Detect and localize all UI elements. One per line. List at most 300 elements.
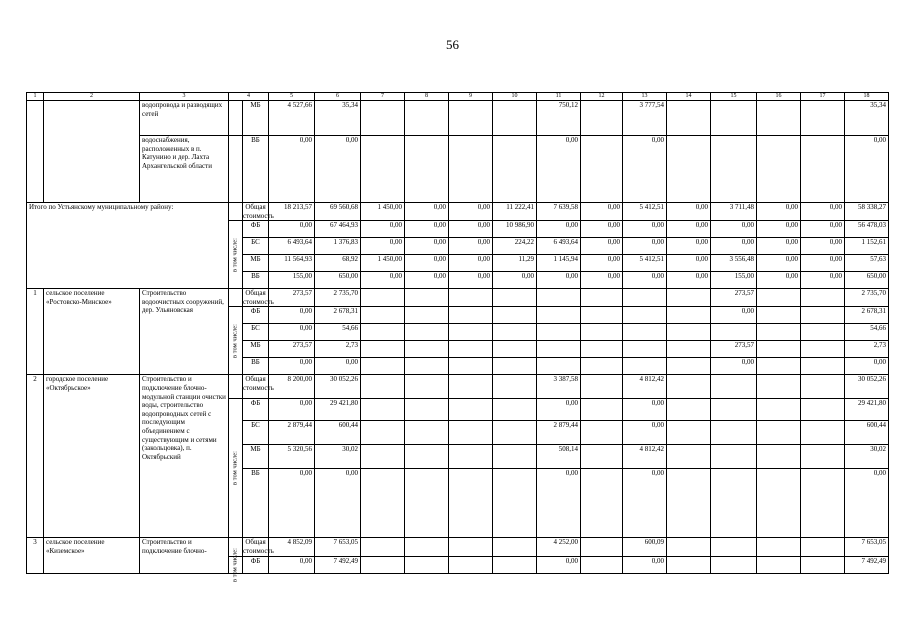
- value-cell: [493, 421, 537, 445]
- value-cell: 0,00: [757, 221, 801, 238]
- value-cell: [449, 307, 493, 324]
- value-cell: [757, 307, 801, 324]
- value-cell: 0,00: [269, 556, 315, 573]
- value-cell: 56 478,03: [845, 221, 889, 238]
- value-cell: 7 653,05: [315, 538, 361, 556]
- value-cell: 0,00: [801, 203, 845, 221]
- column-header: 9: [449, 93, 493, 101]
- value-cell: [405, 556, 449, 573]
- value-cell: 0,00: [667, 221, 711, 238]
- value-cell: 3 711,48: [711, 203, 757, 221]
- table-row: [27, 538, 889, 556]
- table-row: [27, 375, 889, 399]
- value-cell: [667, 445, 711, 469]
- value-cell: [757, 445, 801, 469]
- value-cell: [405, 445, 449, 469]
- value-cell: 5 412,51: [623, 203, 667, 221]
- table-row: [27, 136, 889, 203]
- value-cell: [667, 538, 711, 556]
- value-cell: [581, 136, 623, 203]
- value-cell: [449, 375, 493, 399]
- value-cell: 18 213,57: [269, 203, 315, 221]
- source-label: ВБ: [243, 469, 269, 538]
- value-cell: 0,00: [757, 272, 801, 289]
- value-cell: [493, 324, 537, 341]
- value-cell: [801, 399, 845, 421]
- value-cell: 1 376,83: [315, 238, 361, 255]
- value-cell: 11,29: [493, 255, 537, 272]
- source-label: ВБ: [243, 136, 269, 203]
- value-cell: 0,00: [581, 221, 623, 238]
- value-cell: [801, 307, 845, 324]
- value-cell: [493, 445, 537, 469]
- value-cell: [667, 556, 711, 573]
- value-cell: 0,00: [449, 203, 493, 221]
- value-cell: 650,00: [315, 272, 361, 289]
- value-cell: [493, 289, 537, 307]
- value-cell: [449, 324, 493, 341]
- value-cell: 273,57: [711, 341, 757, 358]
- value-cell: [801, 358, 845, 375]
- value-cell: [801, 375, 845, 399]
- value-cell: 0,00: [405, 203, 449, 221]
- page-number: 56: [446, 37, 459, 52]
- num-cell: [27, 101, 44, 203]
- value-cell: 10 986,90: [493, 221, 537, 238]
- table-row: [27, 289, 889, 307]
- value-cell: 0,00: [269, 399, 315, 421]
- value-cell: 0,00: [269, 324, 315, 341]
- value-cell: 1 450,00: [361, 203, 405, 221]
- value-cell: 0,00: [711, 307, 757, 324]
- source-label: БС: [243, 324, 269, 341]
- source-label: БС: [243, 238, 269, 255]
- value-cell: [711, 375, 757, 399]
- value-cell: [667, 289, 711, 307]
- value-cell: 0,00: [405, 238, 449, 255]
- value-cell: 4 852,09: [269, 538, 315, 556]
- source-label: Общая стоимость: [243, 289, 274, 306]
- value-cell: 750,12: [537, 101, 581, 136]
- value-cell: 2 735,70: [315, 289, 361, 307]
- value-cell: 5 412,51: [623, 255, 667, 272]
- value-cell: [581, 307, 623, 324]
- value-cell: [757, 341, 801, 358]
- value-cell: [667, 469, 711, 538]
- value-cell: [405, 375, 449, 399]
- value-cell: 0,00: [315, 358, 361, 375]
- value-cell: 0,00: [757, 238, 801, 255]
- value-cell: 1 145,94: [537, 255, 581, 272]
- column-header: 18: [845, 93, 889, 101]
- value-cell: 2 879,44: [269, 421, 315, 445]
- value-cell: [623, 289, 667, 307]
- including-text: в том числе:: [231, 451, 239, 486]
- value-cell: 155,00: [711, 272, 757, 289]
- value-cell: 0,00: [581, 255, 623, 272]
- value-cell: 0,00: [449, 238, 493, 255]
- value-cell: 7 492,49: [845, 556, 889, 573]
- value-cell: [757, 556, 801, 573]
- value-cell: [405, 341, 449, 358]
- value-cell: [757, 399, 801, 421]
- value-cell: [581, 421, 623, 445]
- value-cell: [361, 289, 405, 307]
- value-cell: 7 492,49: [315, 556, 361, 573]
- column-header: 2: [44, 93, 140, 101]
- table-row: [27, 203, 889, 221]
- including-label: [229, 307, 243, 375]
- value-cell: [493, 358, 537, 375]
- column-header: 6: [315, 93, 361, 101]
- value-cell: [537, 307, 581, 324]
- value-cell: 4 252,00: [537, 538, 581, 556]
- source-label: МБ: [243, 101, 269, 136]
- value-cell: [449, 289, 493, 307]
- settlement-cell: сельское поселение «Ростовско-Минское»: [44, 289, 140, 375]
- value-cell: 0,00: [623, 136, 667, 203]
- value-cell: [581, 556, 623, 573]
- value-cell: [449, 421, 493, 445]
- value-cell: [667, 341, 711, 358]
- value-cell: [361, 136, 405, 203]
- value-cell: [711, 445, 757, 469]
- value-cell: [449, 136, 493, 203]
- project-cell: Строительство водоочистных сооружений, дер. Ульяновская: [140, 289, 229, 375]
- value-cell: [711, 556, 757, 573]
- value-cell: [449, 341, 493, 358]
- value-cell: 58 338,27: [845, 203, 889, 221]
- value-cell: 0,00: [405, 272, 449, 289]
- value-cell: 6 493,64: [269, 238, 315, 255]
- value-cell: [801, 101, 845, 136]
- row-number: 3: [27, 538, 44, 573]
- source-label: ВБ: [243, 358, 269, 375]
- value-cell: [667, 101, 711, 136]
- settlement-cell: сельское поселение «Киземское»: [44, 538, 140, 573]
- column-header: 12: [581, 93, 623, 101]
- value-cell: 4 812,42: [623, 375, 667, 399]
- value-cell: [757, 101, 801, 136]
- value-cell: [405, 324, 449, 341]
- value-cell: [757, 469, 801, 538]
- column-header: 14: [667, 93, 711, 101]
- value-cell: [361, 375, 405, 399]
- value-cell: 0,00: [269, 307, 315, 324]
- value-cell: [493, 556, 537, 573]
- value-cell: [801, 289, 845, 307]
- including-label: [229, 399, 243, 538]
- value-cell: [801, 136, 845, 203]
- value-cell: [801, 445, 845, 469]
- column-header: 15: [711, 93, 757, 101]
- value-cell: [801, 556, 845, 573]
- value-cell: 273,57: [711, 289, 757, 307]
- value-cell: 0,00: [581, 203, 623, 221]
- value-cell: [801, 538, 845, 556]
- value-cell: 0,00: [623, 272, 667, 289]
- value-cell: 7 653,05: [845, 538, 889, 556]
- value-cell: 0,00: [757, 203, 801, 221]
- value-cell: [405, 399, 449, 421]
- value-cell: [537, 341, 581, 358]
- value-cell: 68,92: [315, 255, 361, 272]
- value-cell: 2 678,31: [845, 307, 889, 324]
- source-label: Общая стоимость: [243, 203, 274, 220]
- value-cell: [757, 358, 801, 375]
- value-cell: 0,00: [757, 255, 801, 272]
- source-label: БС: [243, 421, 269, 445]
- value-cell: [711, 469, 757, 538]
- value-cell: [581, 469, 623, 538]
- value-cell: [581, 289, 623, 307]
- value-cell: 0,00: [623, 399, 667, 421]
- including-label: [229, 221, 243, 289]
- value-cell: 57,63: [845, 255, 889, 272]
- value-cell: [623, 358, 667, 375]
- value-cell: 600,44: [315, 421, 361, 445]
- value-cell: 0,00: [845, 469, 889, 538]
- value-cell: 0,00: [315, 136, 361, 203]
- value-cell: 54,66: [845, 324, 889, 341]
- value-cell: 0,00: [801, 255, 845, 272]
- value-cell: [361, 556, 405, 573]
- value-cell: [405, 307, 449, 324]
- value-cell: [493, 399, 537, 421]
- value-cell: 0,00: [269, 469, 315, 538]
- value-cell: 2,73: [845, 341, 889, 358]
- column-header: 5: [269, 93, 315, 101]
- value-cell: 0,00: [667, 238, 711, 255]
- value-cell: [667, 324, 711, 341]
- value-cell: 3 556,48: [711, 255, 757, 272]
- column-header: 3: [140, 93, 229, 101]
- value-cell: 0,00: [493, 272, 537, 289]
- value-cell: [757, 324, 801, 341]
- value-cell: [581, 399, 623, 421]
- budget-table: [26, 92, 889, 582]
- value-cell: [493, 375, 537, 399]
- value-cell: [361, 101, 405, 136]
- value-cell: 1 450,00: [361, 255, 405, 272]
- project-cell: Строительство и подключение блочно-модульной станции очистки воды, строительство водопроводных сетей с последующим объединением с существующим и сетями (закольцовка), п. Октябрьский: [140, 375, 229, 538]
- value-cell: [581, 324, 623, 341]
- value-cell: 7 639,58: [537, 203, 581, 221]
- value-cell: 273,57: [269, 341, 315, 358]
- value-cell: 0,00: [623, 469, 667, 538]
- value-cell: 2,73: [315, 341, 361, 358]
- source-label: МБ: [243, 445, 269, 469]
- value-cell: [361, 538, 405, 556]
- value-cell: [537, 289, 581, 307]
- value-cell: 0,00: [801, 238, 845, 255]
- value-cell: 35,34: [315, 101, 361, 136]
- including-label: [229, 547, 243, 582]
- value-cell: 155,00: [269, 272, 315, 289]
- value-cell: 3 777,54: [623, 101, 667, 136]
- value-cell: 4 527,66: [269, 101, 315, 136]
- value-cell: 0,00: [537, 556, 581, 573]
- project-cell: Строительство и подключение блочно-: [140, 538, 229, 573]
- source-label: ФБ: [243, 556, 269, 573]
- value-cell: 0,00: [269, 358, 315, 375]
- value-cell: 5 320,56: [269, 445, 315, 469]
- including-text: в том числе:: [231, 547, 239, 582]
- value-cell: 0,00: [623, 556, 667, 573]
- value-cell: [623, 324, 667, 341]
- table-row: [27, 101, 889, 136]
- value-cell: 11 222,41: [493, 203, 537, 221]
- column-header: 16: [757, 93, 801, 101]
- value-cell: [581, 101, 623, 136]
- value-cell: 67 464,93: [315, 221, 361, 238]
- value-cell: 0,00: [623, 421, 667, 445]
- value-cell: [361, 399, 405, 421]
- value-cell: [361, 341, 405, 358]
- value-cell: [493, 101, 537, 136]
- value-cell: [581, 341, 623, 358]
- value-cell: 30 052,26: [315, 375, 361, 399]
- value-cell: [801, 324, 845, 341]
- value-cell: 3 387,58: [537, 375, 581, 399]
- value-cell: 0,00: [623, 221, 667, 238]
- value-cell: 4 812,42: [623, 445, 667, 469]
- value-cell: [711, 136, 757, 203]
- value-cell: [667, 399, 711, 421]
- summary-label: Итого по Устьянскому муниципальному району:: [27, 203, 229, 289]
- value-cell: [361, 469, 405, 538]
- value-cell: 0,00: [449, 272, 493, 289]
- settlement-cell: [44, 101, 140, 203]
- value-cell: 0,00: [581, 238, 623, 255]
- value-cell: [449, 556, 493, 573]
- value-cell: [493, 341, 537, 358]
- value-cell: 8 200,00: [269, 375, 315, 399]
- value-cell: 0,00: [537, 136, 581, 203]
- value-cell: 600,44: [845, 421, 889, 445]
- value-cell: 0,00: [711, 221, 757, 238]
- value-cell: [667, 136, 711, 203]
- source-label: МБ: [243, 255, 269, 272]
- value-cell: 273,57: [269, 289, 315, 307]
- value-cell: 30,02: [845, 445, 889, 469]
- value-cell: 0,00: [269, 221, 315, 238]
- value-cell: [667, 375, 711, 399]
- value-cell: [405, 101, 449, 136]
- value-cell: 0,00: [667, 272, 711, 289]
- value-cell: [581, 445, 623, 469]
- value-cell: [449, 101, 493, 136]
- value-cell: [801, 341, 845, 358]
- value-cell: 0,00: [361, 221, 405, 238]
- value-cell: [361, 324, 405, 341]
- value-cell: [493, 469, 537, 538]
- header-row: [27, 93, 889, 101]
- value-cell: 0,00: [537, 272, 581, 289]
- value-cell: 35,34: [845, 101, 889, 136]
- column-header: 13: [623, 93, 667, 101]
- value-cell: [581, 375, 623, 399]
- value-cell: [361, 445, 405, 469]
- value-cell: 0,00: [361, 238, 405, 255]
- value-cell: [711, 399, 757, 421]
- source-label: ВБ: [243, 272, 269, 289]
- value-cell: 0,00: [269, 136, 315, 203]
- project-cell: водопровода и разводящих сетей: [140, 101, 229, 136]
- value-cell: 6 493,64: [537, 238, 581, 255]
- value-cell: [757, 289, 801, 307]
- value-cell: [801, 469, 845, 538]
- value-cell: [405, 289, 449, 307]
- column-header: 7: [361, 93, 405, 101]
- value-cell: [449, 538, 493, 556]
- blank-cell: [229, 203, 243, 221]
- value-cell: 54,66: [315, 324, 361, 341]
- value-cell: 0,00: [581, 272, 623, 289]
- column-header: 17: [801, 93, 845, 101]
- blank-cell: [229, 289, 243, 307]
- value-cell: 224,22: [493, 238, 537, 255]
- source-label: ФБ: [243, 399, 269, 421]
- including-text: в том числе:: [231, 323, 239, 358]
- value-cell: 650,00: [845, 272, 889, 289]
- value-cell: [405, 421, 449, 445]
- value-cell: 0,00: [449, 255, 493, 272]
- column-header: 8: [405, 93, 449, 101]
- value-cell: 1 152,61: [845, 238, 889, 255]
- value-cell: 11 564,93: [269, 255, 315, 272]
- source-label: ФБ: [243, 307, 269, 324]
- value-cell: [667, 421, 711, 445]
- value-cell: 0,00: [845, 358, 889, 375]
- value-cell: [493, 136, 537, 203]
- value-cell: [711, 101, 757, 136]
- value-cell: [405, 136, 449, 203]
- value-cell: [405, 358, 449, 375]
- value-cell: 30,02: [315, 445, 361, 469]
- value-cell: 0,00: [405, 255, 449, 272]
- settlement-cell: городское поселение «Октябрьское»: [44, 375, 140, 538]
- value-cell: 30 052,26: [845, 375, 889, 399]
- value-cell: 0,00: [845, 136, 889, 203]
- value-cell: [493, 307, 537, 324]
- row-number: 2: [27, 375, 44, 538]
- value-cell: [449, 445, 493, 469]
- including-text: в том числе:: [231, 237, 239, 272]
- source-label: МБ: [243, 341, 269, 358]
- column-header: 11: [537, 93, 581, 101]
- value-cell: [537, 358, 581, 375]
- column-header: 10: [493, 93, 537, 101]
- value-cell: 0,00: [667, 255, 711, 272]
- value-cell: 0,00: [537, 221, 581, 238]
- value-cell: [711, 324, 757, 341]
- value-cell: [361, 307, 405, 324]
- value-cell: 29 421,80: [315, 399, 361, 421]
- value-cell: [757, 538, 801, 556]
- value-cell: [757, 375, 801, 399]
- value-cell: [581, 538, 623, 556]
- value-cell: [667, 307, 711, 324]
- value-cell: [667, 358, 711, 375]
- value-cell: 0,00: [801, 272, 845, 289]
- value-cell: 600,09: [623, 538, 667, 556]
- blank-cell: [229, 375, 243, 399]
- value-cell: [801, 421, 845, 445]
- value-cell: 0,00: [361, 272, 405, 289]
- value-cell: [711, 538, 757, 556]
- value-cell: [711, 421, 757, 445]
